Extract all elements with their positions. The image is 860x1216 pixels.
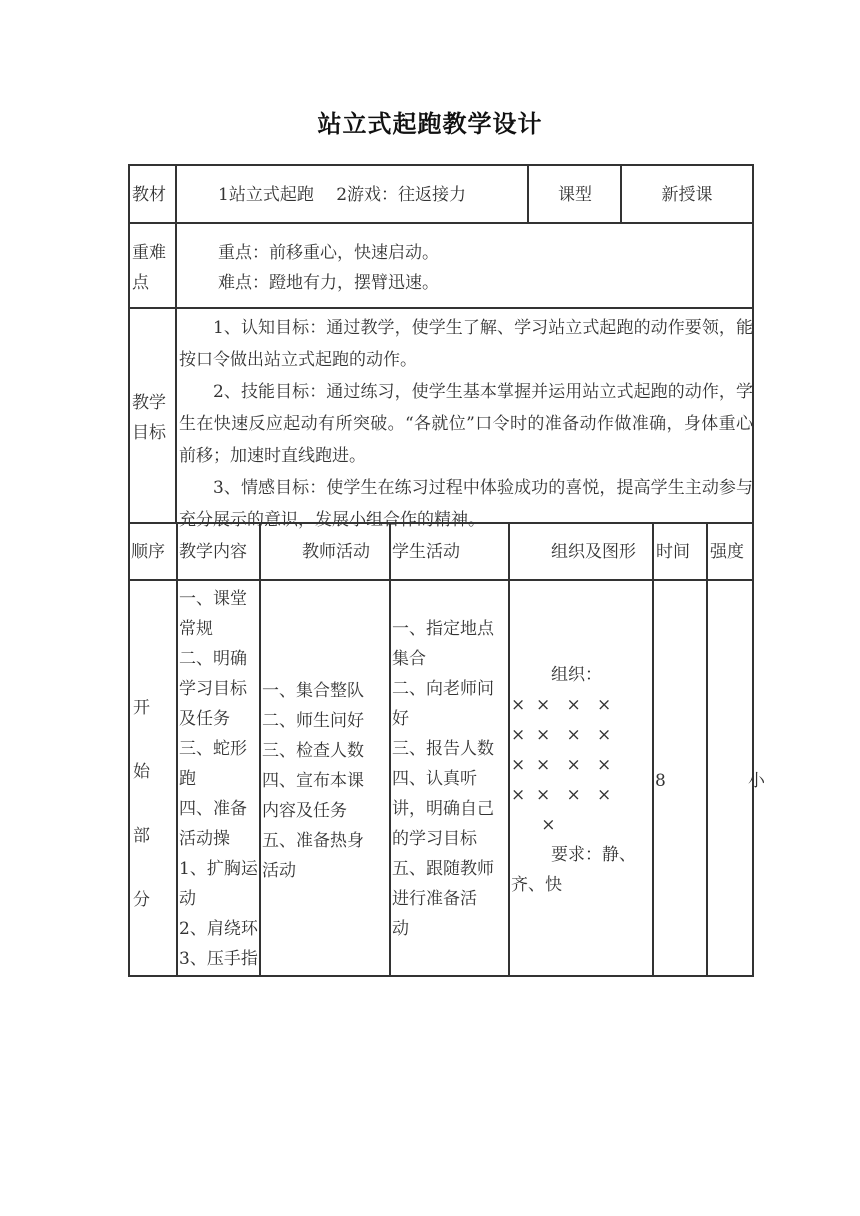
list-item: 及任务 (179, 709, 230, 729)
list-item: 二、师生问好 (262, 711, 364, 731)
goals-label: 教学 目标 (132, 393, 166, 443)
table-border (128, 164, 754, 166)
org-title: 组织： (551, 665, 602, 685)
formation-row: × (525, 815, 556, 835)
list-item: 动 (179, 889, 196, 909)
goals-content (179, 312, 753, 536)
table-border (175, 164, 177, 522)
list-item: 2、肩绕环 (179, 919, 258, 939)
goal-emotional: 3、情感目标：使学生在练习过程中体验成功的喜悦，提高学生主动参与充分展示的意识，发展小组合作的精神。 (179, 478, 753, 530)
table-border (128, 975, 754, 977)
list-item: 动 (392, 919, 409, 939)
header-teacher: 教师活动 (302, 542, 370, 562)
table-border (128, 307, 754, 309)
list-item: 集合 (392, 649, 426, 669)
list-item: 四、准备 (179, 799, 247, 819)
formation-row: × × × × (511, 725, 612, 745)
section-content (179, 584, 261, 974)
list-item: 讲，明确自己 (392, 799, 494, 819)
table-border (128, 222, 754, 224)
formation-row: × × × × (511, 755, 612, 775)
header-content: 教学内容 (179, 542, 247, 562)
org-requirement: 要求：静、 (551, 845, 636, 865)
section-student (392, 614, 510, 944)
table-border (176, 522, 178, 977)
key-point: 重点：前移重心，快速启动。 (218, 243, 439, 263)
header-order: 顺序 (131, 542, 165, 562)
list-item: 一、指定地点 (392, 619, 494, 639)
list-item: 五、准备热身 (262, 831, 364, 851)
formation-row: × × × × (511, 785, 612, 805)
lesson-type-label: 课型 (558, 185, 592, 205)
material-content: 1站立式起跑 2游戏：往返接力 (218, 185, 467, 205)
page-title: 站立式起跑教学设计 (317, 110, 543, 138)
difficulty-point: 难点：蹬地有力，摆臂迅速。 (218, 273, 439, 293)
list-item: 三、检查人数 (262, 741, 364, 761)
table-border (706, 522, 708, 977)
section-teacher (262, 676, 390, 886)
key-points-content (218, 238, 748, 298)
table-border (652, 522, 654, 977)
list-item: 的学习目标 (392, 829, 477, 849)
list-item: 学习目标 (179, 679, 247, 699)
list-item: 四、宣布本课 (262, 771, 364, 791)
section-time: 8 (655, 771, 666, 791)
list-item: 三、蛇形 (179, 739, 247, 759)
list-item: 好 (392, 709, 409, 729)
list-item: 进行准备活 (392, 889, 477, 909)
list-item: 3、压手指 (179, 949, 258, 969)
list-item: 一、课堂 (179, 589, 247, 609)
header-intensity: 强度 (710, 542, 744, 562)
list-item: 内容及任务 (262, 801, 347, 821)
section-organization (511, 660, 652, 900)
table-border (752, 164, 754, 977)
material-label: 教材 (132, 185, 166, 205)
list-item: 活动操 (179, 829, 230, 849)
formation-row: × × × × (511, 695, 612, 715)
list-item: 1、扩胸运 (179, 859, 258, 879)
list-item: 四、认真听 (392, 769, 477, 789)
table-border (128, 164, 130, 977)
list-item: 跑 (179, 769, 196, 789)
list-item: 三、报告人数 (392, 739, 494, 759)
list-item: 常规 (179, 619, 213, 639)
header-organization: 组织及图形 (551, 542, 636, 562)
header-time: 时间 (656, 542, 690, 562)
org-requirement-cont: 齐、快 (511, 875, 562, 895)
goal-cognitive: 1、认知目标：通过教学，使学生了解、学习站立式起跑的动作要领，能按口令做出站立式起跑的动作。 (179, 318, 753, 370)
lesson-type-value: 新授课 (661, 185, 713, 205)
table-border (128, 579, 754, 581)
key-points-label: 重难 点 (132, 243, 166, 293)
list-item: 二、明确 (179, 649, 247, 669)
list-item: 一、集合整队 (262, 681, 364, 701)
section-intensity: 小 (748, 771, 765, 791)
list-item: 活动 (262, 861, 296, 881)
section-order: 开 始 部 分 (133, 698, 150, 910)
list-item: 二、向老师问 (392, 679, 494, 699)
goal-skill: 2、技能目标：通过练习，使学生基本掌握并运用站立式起跑的动作，学生在快速反应起动有所突破。“各就位”口令时的准备动作做准确，身体重心前移；加速时直线跑进。 (179, 382, 753, 466)
list-item: 五、跟随教师 (392, 859, 494, 879)
header-student: 学生活动 (392, 542, 460, 562)
